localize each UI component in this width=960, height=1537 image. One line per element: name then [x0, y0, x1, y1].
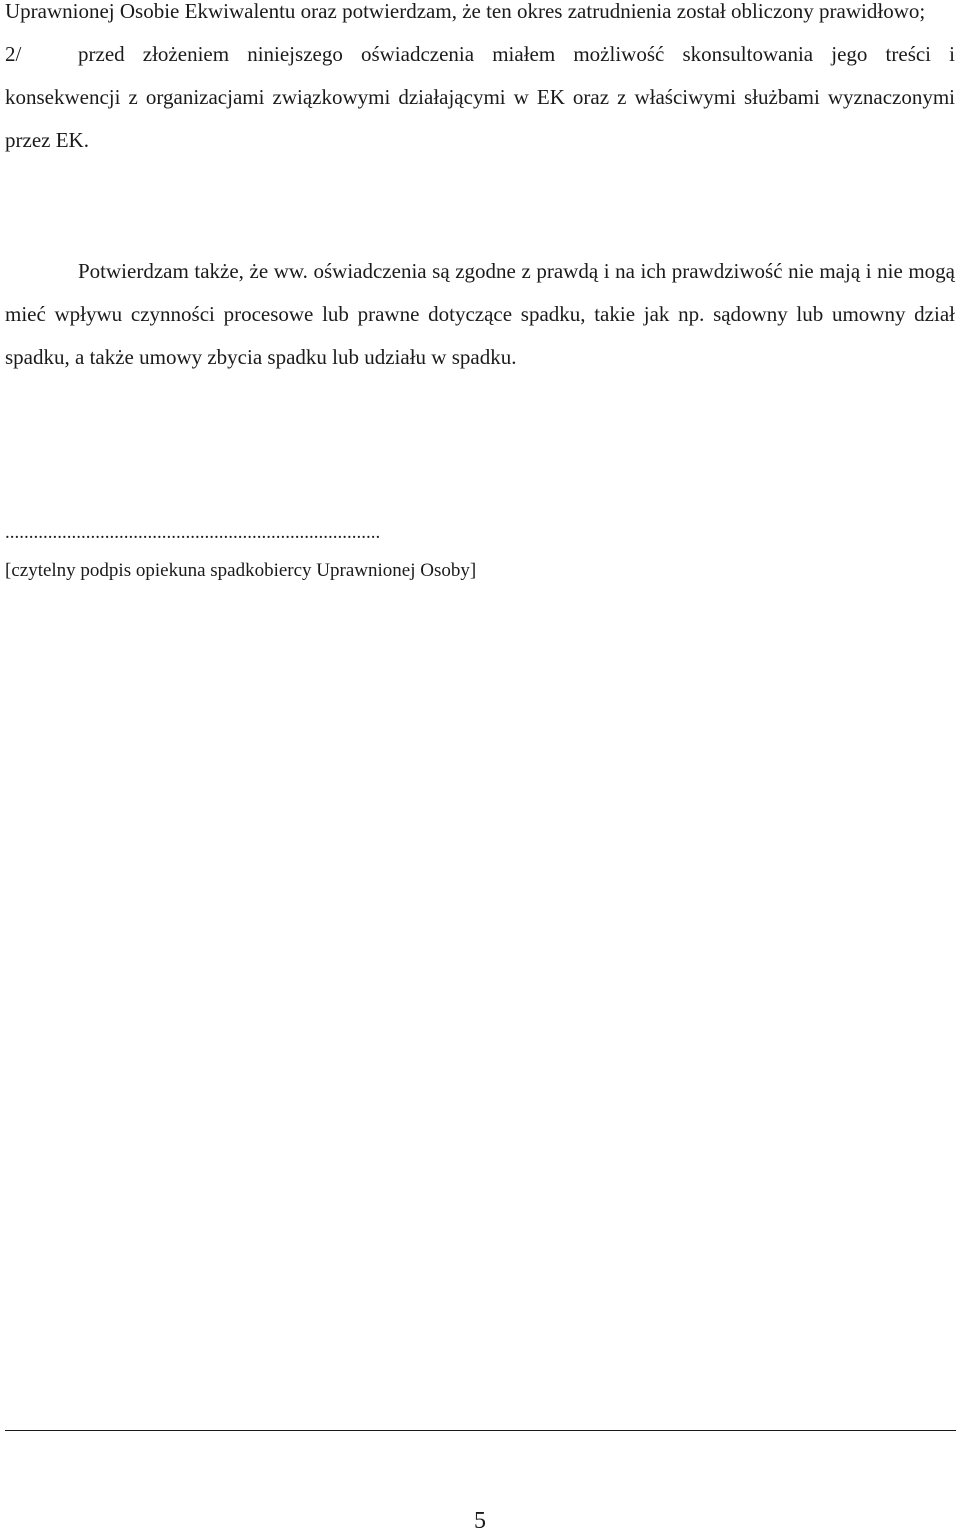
footer-divider	[5, 1430, 956, 1431]
signature-line: ...............................................................................	[5, 522, 381, 543]
page-number: 5	[474, 1508, 486, 1534]
item-number: 2/	[5, 42, 22, 66]
paragraph-continued-text: Uprawnionej Osobie Ekwiwalentu oraz potwierdzam, że ten okres zatrudnienia został obliczony prawidłowo;	[5, 0, 926, 23]
paragraph-continued	[5, 0, 955, 162]
item-text: przed złożeniem niniejszego oświadczenia miałem możliwość skonsultowania jego treści i konsekwencji z organizacjami związkowymi działającymi w EK oraz z właściwymi służbami wyznaczonymi przez EK.	[5, 42, 955, 152]
signature-label: [czytelny podpis opiekuna spadkobiercy Uprawnionej Osoby]	[5, 560, 477, 581]
confirmation-paragraph: Potwierdzam także, że ww. oświadczenia są zgodne z prawdą i na ich prawdziwość nie mają i nie mogą mieć wpływu czynności procesowe lub prawne dotyczące spadku, takie jak np. sądowny lub umowny dział spadku, a także umowy zbycia spadku lub udziału w spadku.	[5, 259, 955, 369]
